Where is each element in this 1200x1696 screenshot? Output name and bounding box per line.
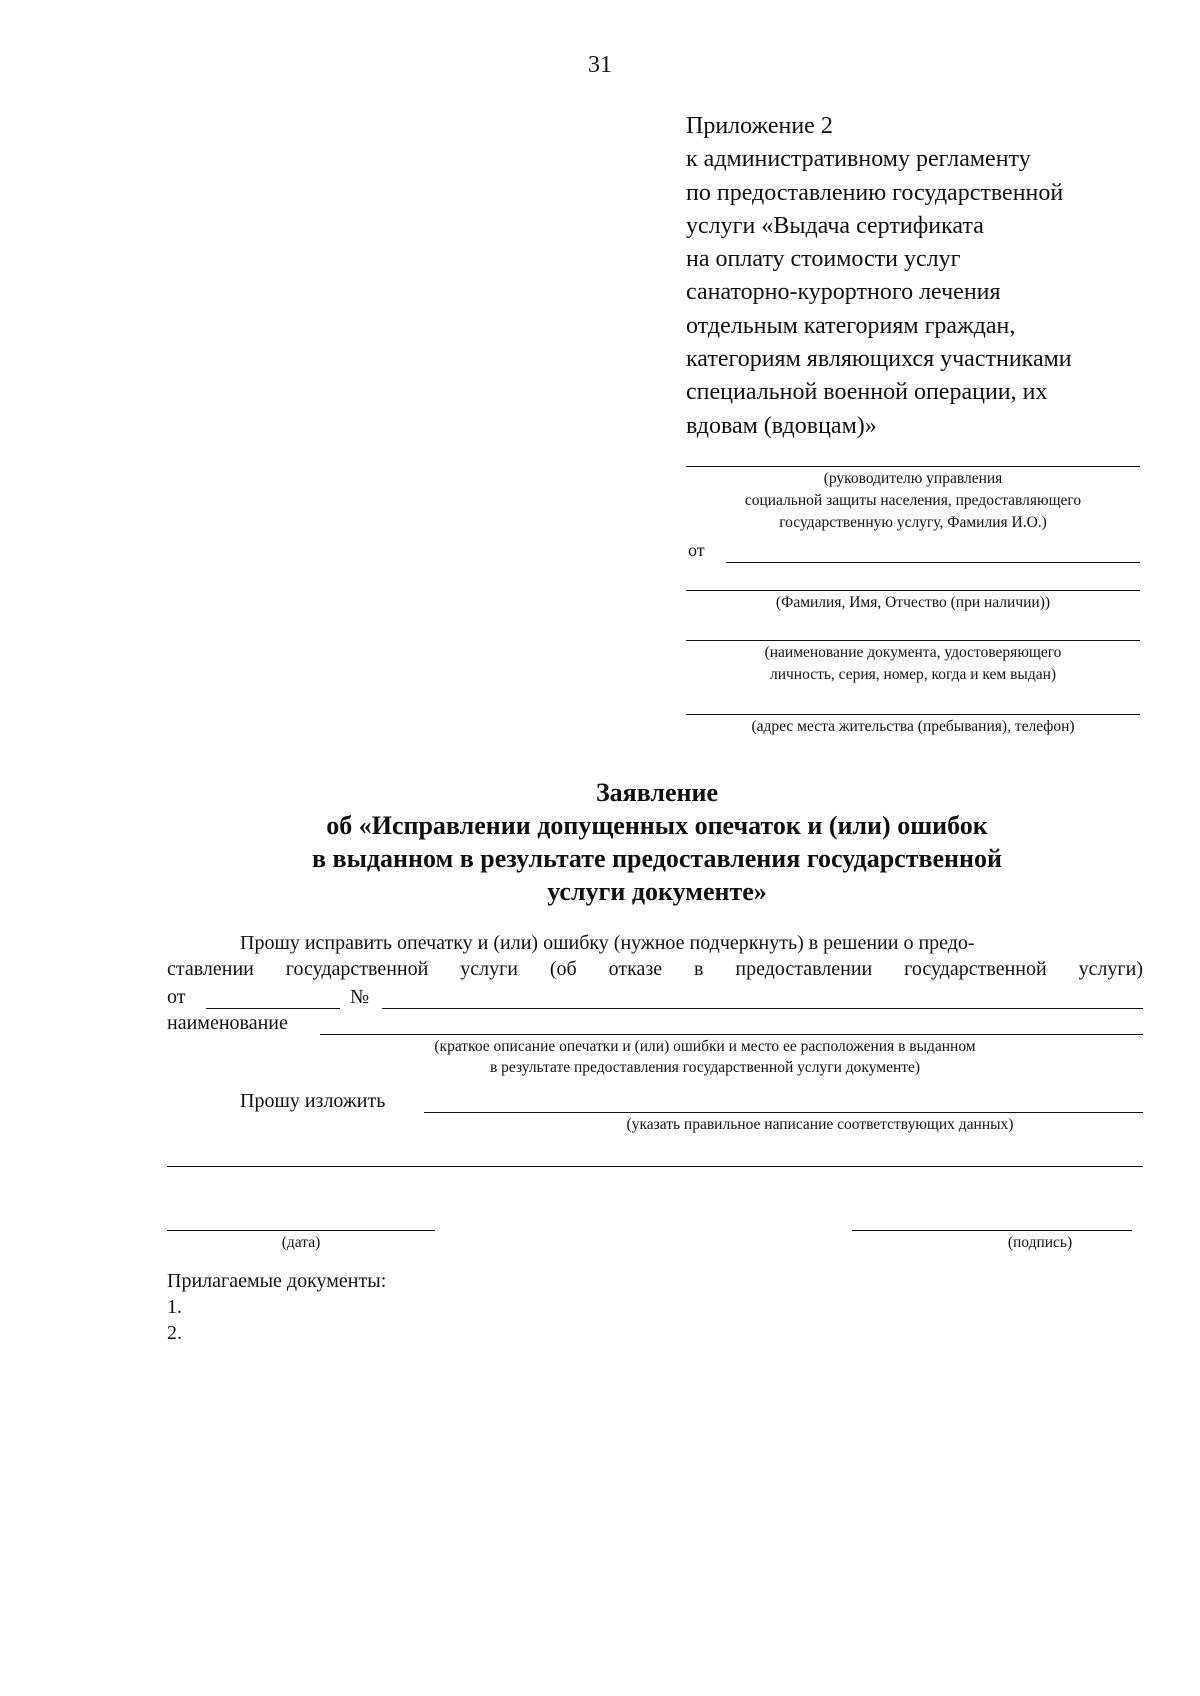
- appendix-line: категориям являющихся участниками: [686, 346, 1072, 373]
- title-line: Заявление: [595, 778, 719, 807]
- appendix-header: [686, 110, 1166, 443]
- name-label: наименование: [167, 1012, 288, 1034]
- signature-caption: (подпись): [1007, 1234, 1073, 1251]
- appendix-line: на оплату стоимости услуг: [686, 246, 961, 273]
- appendix-line: Приложение 2: [686, 113, 833, 139]
- date-caption: (дата): [281, 1234, 321, 1251]
- address-line[interactable]: [686, 714, 1140, 715]
- decision-number-line[interactable]: [382, 1008, 1143, 1009]
- from-label: от: [688, 540, 705, 560]
- state-line-extra[interactable]: [167, 1166, 1143, 1167]
- decision-number-label: №: [350, 986, 370, 1008]
- fio-line[interactable]: [686, 590, 1140, 591]
- state-caption: (указать правильное написание соответствующих данных): [626, 1116, 1014, 1133]
- state-line[interactable]: [424, 1112, 1143, 1113]
- request-text-line-1: Прошу исправить опечатку и (или) ошибку (нужное подчеркнуть) в решении о предо-: [240, 932, 975, 954]
- title-line: об «Исправлении допущенных опечаток и (или) ошибок: [326, 811, 988, 840]
- request-text-line-2: ставлении государственной услуги (об отказе в предоставлении государственной услуги): [167, 958, 1143, 980]
- address-caption: (адрес места жительства (пребывания), телефон): [751, 718, 1075, 735]
- id-document-line[interactable]: [686, 640, 1140, 641]
- date-line[interactable]: [167, 1230, 435, 1231]
- id-document-caption: (наименование документа, удостоверяющего личность, серия, номер, когда и кем выдан): [764, 644, 1062, 683]
- attachments-heading: Прилагаемые документы:: [167, 1270, 387, 1292]
- page-number: 31: [588, 52, 612, 78]
- state-label: Прошу изложить: [240, 1090, 386, 1112]
- appendix-line: отдельным категориям граждан,: [686, 312, 1016, 339]
- from-line[interactable]: [726, 562, 1140, 563]
- document-title: [0, 776, 1200, 908]
- appendix-line: специальной военной операции, их: [686, 379, 1048, 406]
- addressee-caption: (руководителю управления социальной защиты населения, предоставляющего государственную услугу, Фамилия И.О.): [744, 470, 1082, 531]
- appendix-line: вдовам (вдовцам)»: [686, 412, 877, 439]
- fio-caption: (Фамилия, Имя, Отчество (при наличии)): [775, 594, 1051, 611]
- title-line: услуги документе»: [547, 877, 767, 906]
- appendix-line: услуги «Выдача сертификата: [686, 212, 984, 239]
- appendix-line: по предоставлению государственной: [686, 179, 1064, 206]
- title-line: в выданном в результате предоставления государственной: [311, 844, 1002, 873]
- name-line[interactable]: [320, 1034, 1143, 1035]
- decision-from-label: от: [167, 986, 186, 1008]
- name-caption: (краткое описание опечатки и (или) ошибки и место ее расположения в выданном в результате предоставления государственной услуги документе): [434, 1038, 976, 1076]
- decision-date-line[interactable]: [206, 1008, 340, 1009]
- appendix-line: санаторно-курортного лечения: [686, 279, 1001, 306]
- signature-line[interactable]: [852, 1230, 1132, 1231]
- attachment-item: 1.: [167, 1296, 182, 1318]
- attachment-item: 2.: [167, 1322, 182, 1344]
- addressee-name-line[interactable]: [686, 466, 1140, 467]
- appendix-line: к административному регламенту: [686, 146, 1031, 173]
